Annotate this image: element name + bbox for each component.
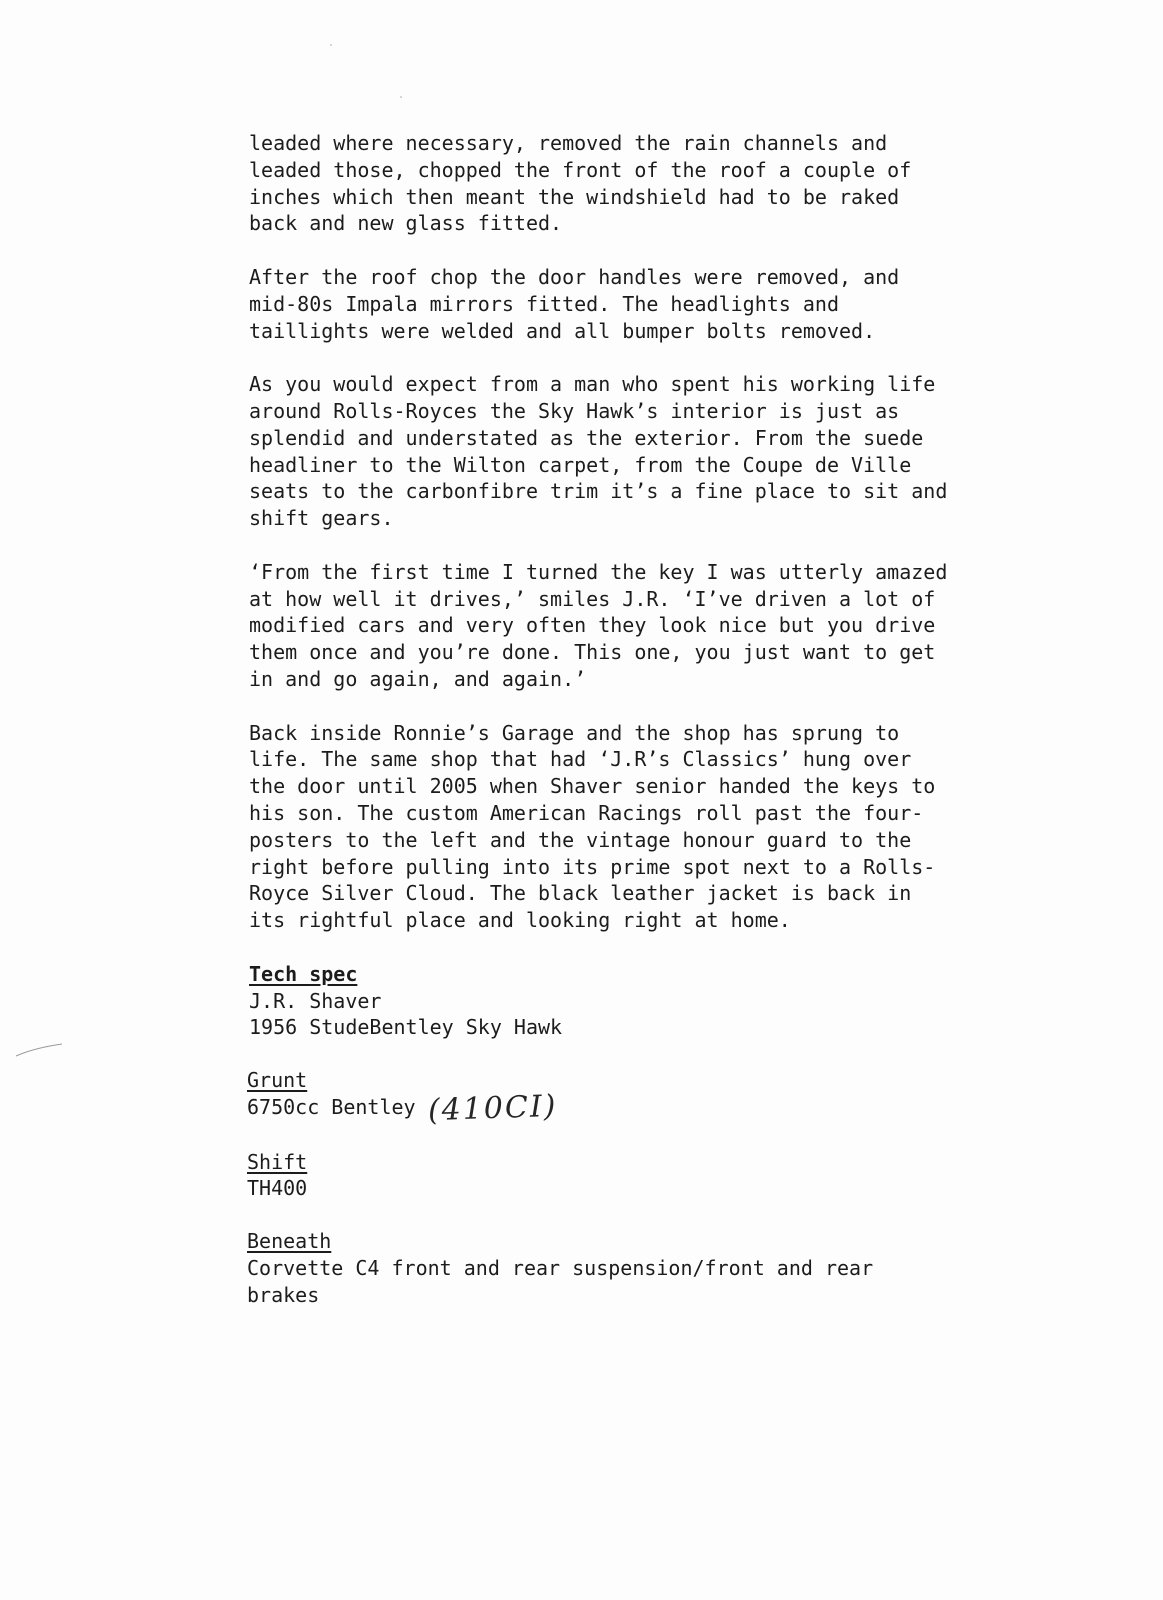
text-line: shift gears. (249, 506, 394, 531)
text-line: headliner to the Wilton carpet, from the Coupe de Ville (249, 452, 912, 477)
text-line: modified cars and very often they look nice but you drive (249, 613, 936, 638)
beneath-line: Corvette C4 front and rear suspension/front and rear (247, 1256, 874, 1281)
tech-spec-heading: Tech spec (249, 961, 358, 986)
grunt-value: 6750cc Bentley (247, 1094, 416, 1119)
paragraph-door-handles (249, 264, 1129, 344)
grunt-value-line (247, 1088, 1129, 1129)
tech-spec-owner: J.R. Shaver (249, 988, 382, 1013)
text-line: Royce Silver Cloud. The black leather jacket is back in (249, 881, 912, 906)
paragraph-quote (249, 559, 1129, 693)
beneath-line: brakes (247, 1282, 320, 1307)
text-line: around Rolls-Royces the Sky Hawk’s interior is just as (249, 398, 900, 423)
text-line: life. The same shop that had ‘J.R’s Classics’ hung over (249, 747, 912, 772)
text-line: at how well it drives,’ smiles J.R. ‘I’ve driven a lot of (249, 586, 936, 611)
document-body (249, 130, 1129, 1335)
grunt-section (247, 1067, 1129, 1129)
beneath-section (247, 1228, 1129, 1308)
text-line: mid-80s Impala mirrors fitted. The headlights and (249, 291, 840, 316)
tech-spec-section (249, 961, 1129, 1041)
paragraph-interior (249, 371, 1129, 532)
shift-heading: Shift (247, 1149, 308, 1174)
scan-speck (400, 96, 402, 98)
text-line: his son. The custom American Racings roll past the four- (249, 800, 924, 825)
text-line: As you would expect from a man who spent his working life (249, 372, 936, 397)
tech-spec-car: 1956 StudeBentley Sky Hawk (249, 1015, 563, 1040)
shift-value: TH400 (247, 1176, 308, 1201)
pen-mark (14, 1040, 64, 1060)
text-line: taillights were welded and all bumper bolts removed. (249, 318, 876, 343)
text-line: ‘From the first time I turned the key I was utterly amazed (249, 559, 948, 584)
text-line: Back inside Ronnie’s Garage and the shop has sprung to (249, 720, 900, 745)
text-line: the door until 2005 when Shaver senior handed the keys to (249, 774, 936, 799)
text-line: its rightful place and looking right at home. (249, 908, 791, 933)
text-line: in and go again, and again.’ (249, 666, 587, 691)
text-line: splendid and understated as the exterior. From the suede (249, 425, 924, 450)
scan-speck (330, 44, 332, 46)
beneath-heading: Beneath (247, 1229, 332, 1254)
text-line: inches which then meant the windshield had to be raked (249, 184, 900, 209)
handwritten-annotation: (410CI) (426, 1088, 558, 1129)
paragraph-garage (249, 720, 1129, 934)
text-line: them once and you’re done. This one, you just want to get (249, 640, 936, 665)
text-line: leaded where necessary, removed the rain channels and (249, 131, 888, 155)
text-line: After the roof chop the door handles were removed, and (249, 264, 900, 289)
grunt-heading: Grunt (247, 1068, 308, 1093)
shift-section (247, 1149, 1129, 1203)
text-line: right before pulling into its prime spot next to a Rolls- (249, 854, 936, 879)
paragraph-roof-work (249, 130, 1129, 237)
text-line: leaded those, chopped the front of the roof a couple of (249, 157, 912, 182)
text-line: posters to the left and the vintage honour guard to the (249, 827, 912, 852)
text-line: back and new glass fitted. (249, 211, 563, 236)
text-line: seats to the carbonfibre trim it’s a fine place to sit and (249, 479, 948, 504)
